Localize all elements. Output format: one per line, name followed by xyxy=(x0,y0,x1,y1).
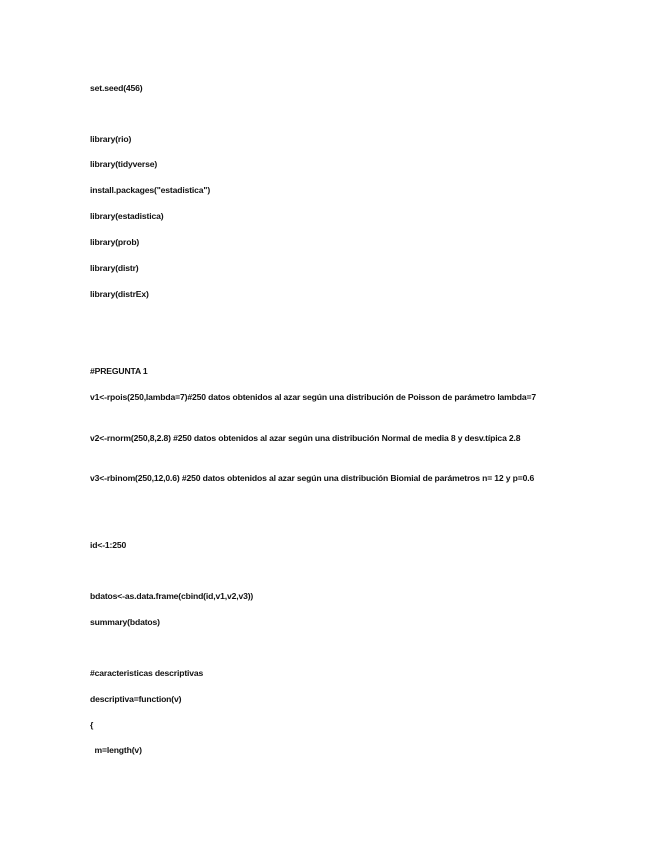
code-line-library-distrex: library(distrEx) xyxy=(90,289,149,299)
code-line-id: id<-1:250 xyxy=(90,540,127,550)
code-line-library-rio: library(rio) xyxy=(90,134,132,144)
code-line-v2-rnorm: v2<-rnorm(250,8,2.8) #250 datos obtenidos al azar según una distribución Normal de media 8 y desv.típica 2.8 xyxy=(90,433,521,443)
code-line-summary: summary(bdatos) xyxy=(90,617,160,627)
code-line-library-tidyverse: library(tidyverse) xyxy=(90,159,158,169)
comment-caracteristicas: #caracteristicas descriptivas xyxy=(90,668,204,678)
section-heading-pregunta-1: #PREGUNTA 1 xyxy=(90,366,148,376)
code-line-library-estadistica: library(estadistica) xyxy=(90,211,164,221)
code-line-library-distr: library(distr) xyxy=(90,263,139,273)
code-line-m-length: m=length(v) xyxy=(90,745,142,755)
code-line-v1-rpois: v1<-rpois(250,lambda=7)#250 datos obtenidos al azar según una distribución de Poisson de parámetro lambda=7 xyxy=(90,392,537,402)
code-line-open-brace: { xyxy=(90,720,94,730)
code-line-bdatos: bdatos<-as.data.frame(cbind(id,v1,v2,v3)) xyxy=(90,591,254,601)
code-line-set-seed: set.seed(456) xyxy=(90,83,143,93)
code-line-descriptiva-function: descriptiva=function(v) xyxy=(90,694,182,704)
code-line-v3-rbinom: v3<-rbinom(250,12,0.6) #250 datos obtenidos al azar según una distribución Biomial de parámetros n= 12 y p=0.6 xyxy=(90,473,535,483)
code-line-library-prob: library(prob) xyxy=(90,237,140,247)
code-line-install-packages: install.packages("estadistica") xyxy=(90,185,211,195)
